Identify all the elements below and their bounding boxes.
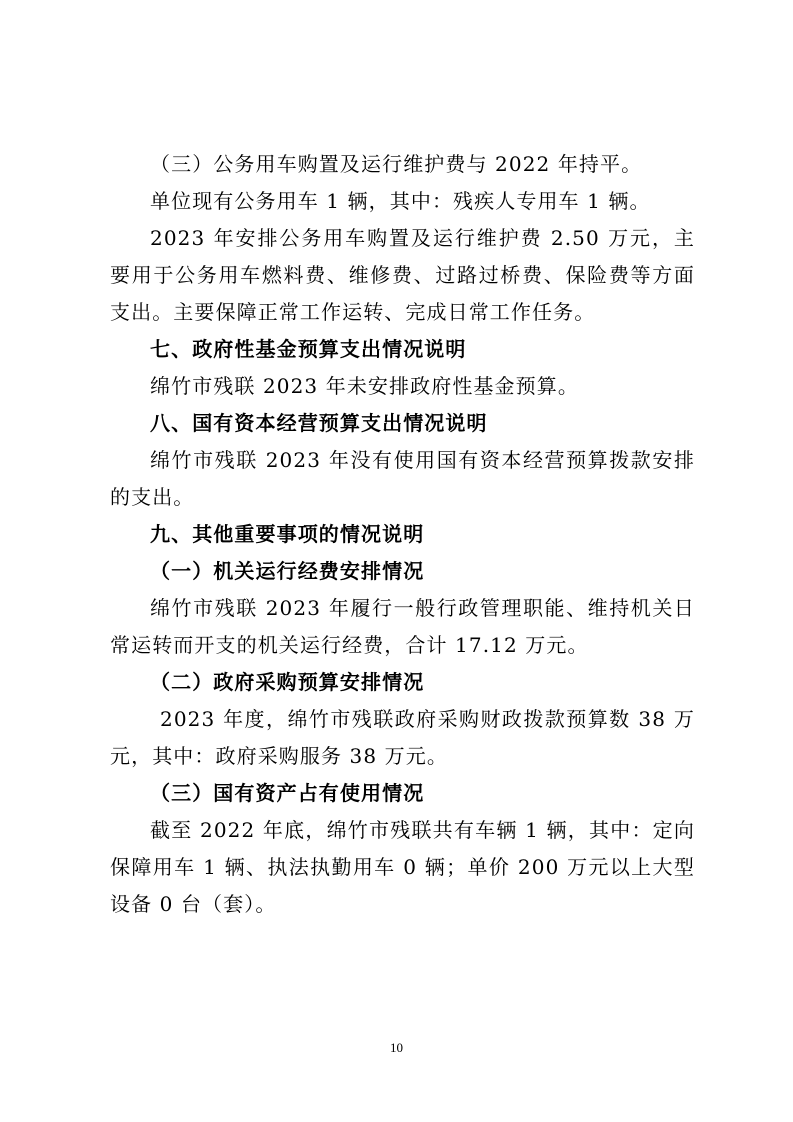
paragraph-state-assets: 截至 2022 年底，绵竹市残联共有车辆 1 辆，其中：定向保障用车 1 辆、执法执勤用车 0 辆；单价 200 万元以上大型设备 0 台（套）。 [110,818,695,916]
document-body [110,146,695,923]
subheading-operating-expenses: （一）机关运行经费安排情况 [150,559,425,583]
paragraph-vehicle-budget: 2023 年安排公务用车购置及运行维护费 2.50 万元，主要用于公务用车燃料费、维修费、过路过桥费、保险费等方面支出。主要保障正常工作运转、完成日常工作任务。 [110,226,695,324]
heading-other-matters: 九、其他重要事项的情况说明 [150,522,425,546]
paragraph-vehicle-cost-flat: （三）公务用车购置及运行维护费与 2022 年持平。 [150,152,643,176]
heading-state-capital: 八、国有资本经营预算支出情况说明 [150,411,488,435]
page-number: 10 [390,1040,403,1055]
subheading-state-assets: （三）国有资产占有使用情况 [150,781,425,805]
paragraph-state-capital: 绵竹市残联 2023 年没有使用国有资本经营预算拨款安排的支出。 [110,448,695,509]
subheading-procurement: （二）政府采购预算安排情况 [150,670,425,694]
paragraph-vehicle-count: 单位现有公务用车 1 辆，其中：残疾人专用车 1 辆。 [150,189,651,213]
heading-government-fund: 七、政府性基金预算支出情况说明 [150,337,467,361]
paragraph-procurement: 2023 年度，绵竹市残联政府采购财政拨款预算数 38 万元，其中：政府采购服务 38 万元。 [110,707,695,768]
paragraph-operating-expenses: 绵竹市残联 2023 年履行一般行政管理职能、维持机关日常运转而开支的机关运行经费，合计 17.12 万元。 [110,596,695,657]
paragraph-government-fund: 绵竹市残联 2023 年未安排政府性基金预算。 [150,374,579,398]
